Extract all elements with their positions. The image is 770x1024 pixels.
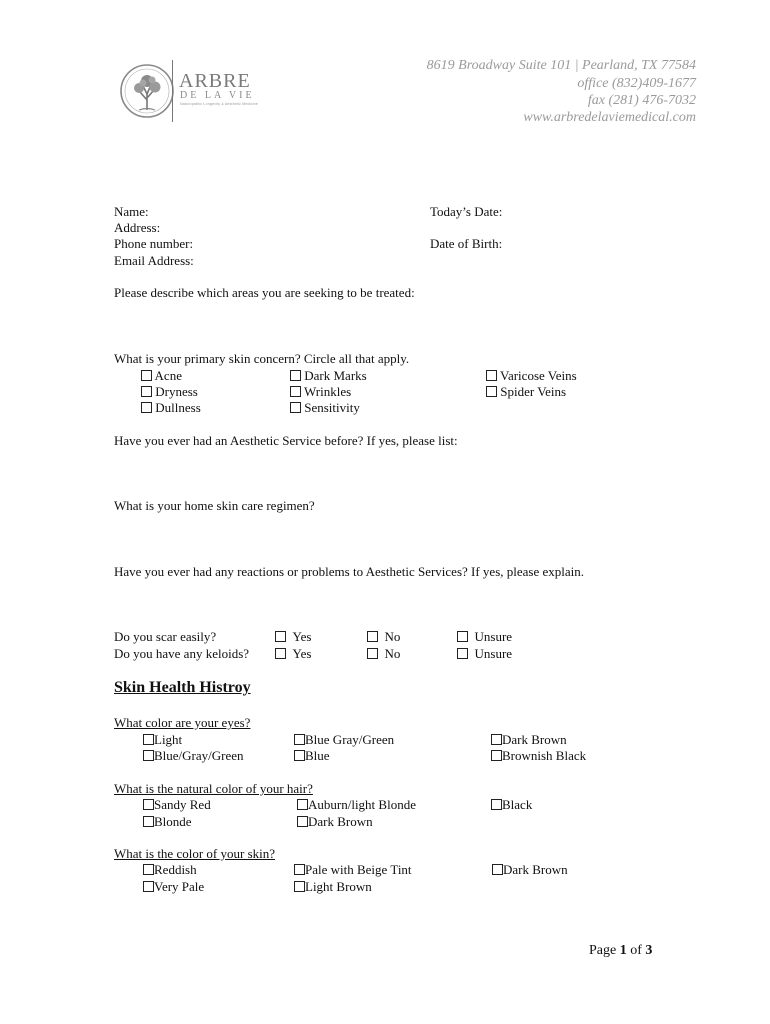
address-label: Address: (114, 220, 161, 235)
page-number: Page 1 of 3 (589, 943, 653, 958)
skin-reddish-option[interactable]: Reddish (143, 862, 197, 878)
keloids-no-option[interactable]: No (367, 646, 400, 662)
skin-very-pale-option[interactable]: Very Pale (143, 879, 204, 895)
checkbox-icon[interactable] (297, 816, 308, 827)
hair-black-option[interactable]: Black (491, 797, 532, 813)
logo-wordmark: ARBRE (179, 70, 251, 92)
clinic-website: www.arbredelaviemedical.com (523, 110, 696, 125)
skin-history-heading: Skin Health Histroy (114, 679, 251, 696)
checkbox-icon[interactable] (275, 631, 286, 642)
eye-blue-gray-green-alt-option[interactable]: Blue Gray/Green (294, 732, 394, 748)
keloids-question: Do you have any keloids? (114, 646, 250, 661)
checkbox-icon[interactable] (491, 750, 502, 761)
home-regimen-question: What is your home skin care regimen? (114, 498, 315, 513)
areas-question: Please describe which areas you are seeking to be treated: (114, 285, 415, 300)
logo-tagline: Naturopathic Longevity & Aesthetic Medicine (180, 102, 258, 106)
aesthetic-before-question: Have you ever had an Aesthetic Service before? If yes, please list: (114, 433, 458, 448)
concern-sensitivity-option[interactable]: Sensitivity (290, 400, 360, 416)
todays-date-label: Today’s Date: (430, 204, 503, 219)
concern-dullness-option[interactable]: Dullness (141, 400, 201, 416)
clinic-office-phone: office (832)409-1677 (577, 76, 696, 91)
checkbox-icon[interactable] (143, 750, 154, 761)
name-label: Name: (114, 204, 149, 219)
skin-pale-beige-option[interactable]: Pale with Beige Tint (294, 862, 412, 878)
skin-light-brown-option[interactable]: Light Brown (294, 879, 372, 895)
eye-color-question: What color are your eyes? (114, 715, 251, 730)
clinic-fax: fax (281) 476-7032 (587, 93, 696, 108)
checkbox-icon[interactable] (491, 734, 502, 745)
email-label: Email Address: (114, 253, 194, 268)
primary-concern-question: What is your primary skin concern? Circle all that apply. (114, 351, 410, 366)
checkbox-icon[interactable] (290, 370, 301, 381)
logo-wordmark-sub: DE LA VIE (180, 90, 255, 101)
checkbox-icon[interactable] (275, 648, 286, 659)
checkbox-icon[interactable] (141, 402, 152, 413)
checkbox-icon[interactable] (290, 402, 301, 413)
checkbox-icon[interactable] (143, 799, 154, 810)
logo-divider (172, 60, 173, 122)
checkbox-icon[interactable] (457, 648, 468, 659)
keloids-yes-option[interactable]: Yes (275, 646, 311, 662)
hair-color-question: What is the natural color of your hair? (114, 781, 313, 796)
checkbox-icon[interactable] (290, 386, 301, 397)
checkbox-icon[interactable] (367, 648, 378, 659)
eye-dark-brown-option[interactable]: Dark Brown (491, 732, 567, 748)
skin-dark-brown-option[interactable]: Dark Brown (492, 862, 568, 878)
checkbox-icon[interactable] (367, 631, 378, 642)
concern-spider-veins-option[interactable]: Spider Veins (486, 384, 566, 400)
checkbox-icon[interactable] (492, 864, 503, 875)
concern-acne-option[interactable]: Acne (141, 368, 182, 384)
scar-yes-option[interactable]: Yes (275, 629, 311, 645)
hair-blonde-option[interactable]: Blonde (143, 814, 192, 830)
checkbox-icon[interactable] (141, 386, 152, 397)
scar-unsure-option[interactable]: Unsure (457, 629, 512, 645)
checkbox-icon[interactable] (294, 750, 305, 761)
reactions-question: Have you ever had any reactions or problems to Aesthetic Services? If yes, please explain. (114, 564, 584, 579)
eye-blue-option[interactable]: Blue (294, 748, 330, 764)
phone-label: Phone number: (114, 236, 194, 251)
checkbox-icon[interactable] (294, 734, 305, 745)
concern-dark-marks-option[interactable]: Dark Marks (290, 368, 367, 384)
checkbox-icon[interactable] (294, 881, 305, 892)
checkbox-icon[interactable] (143, 881, 154, 892)
concern-dryness-option[interactable]: Dryness (141, 384, 198, 400)
checkbox-icon[interactable] (143, 816, 154, 827)
checkbox-icon[interactable] (143, 864, 154, 875)
tree-logo-icon (117, 58, 177, 124)
eye-light-option[interactable]: Light (143, 732, 182, 748)
hair-sandy-red-option[interactable]: Sandy Red (143, 797, 211, 813)
dob-label: Date of Birth: (430, 236, 503, 251)
clinic-address: 8619 Broadway Suite 101 | Pearland, TX 77584 (426, 58, 696, 73)
checkbox-icon[interactable] (143, 734, 154, 745)
checkbox-icon[interactable] (294, 864, 305, 875)
eye-blue-gray-green-option[interactable]: Blue/Gray/Green (143, 748, 244, 764)
checkbox-icon[interactable] (457, 631, 468, 642)
eye-brownish-black-option[interactable]: Brownish Black (491, 748, 586, 764)
concern-wrinkles-option[interactable]: Wrinkles (290, 384, 351, 400)
keloids-unsure-option[interactable]: Unsure (457, 646, 512, 662)
checkbox-icon[interactable] (297, 799, 308, 810)
checkbox-icon[interactable] (486, 386, 497, 397)
scar-no-option[interactable]: No (367, 629, 400, 645)
checkbox-icon[interactable] (141, 370, 152, 381)
concern-varicose-veins-option[interactable]: Varicose Veins (486, 368, 577, 384)
scar-question: Do you scar easily? (114, 629, 217, 644)
checkbox-icon[interactable] (486, 370, 497, 381)
hair-dark-brown-option[interactable]: Dark Brown (297, 814, 373, 830)
hair-auburn-option[interactable]: Auburn/light Blonde (297, 797, 416, 813)
skin-color-question: What is the color of your skin? (114, 846, 276, 861)
checkbox-icon[interactable] (491, 799, 502, 810)
